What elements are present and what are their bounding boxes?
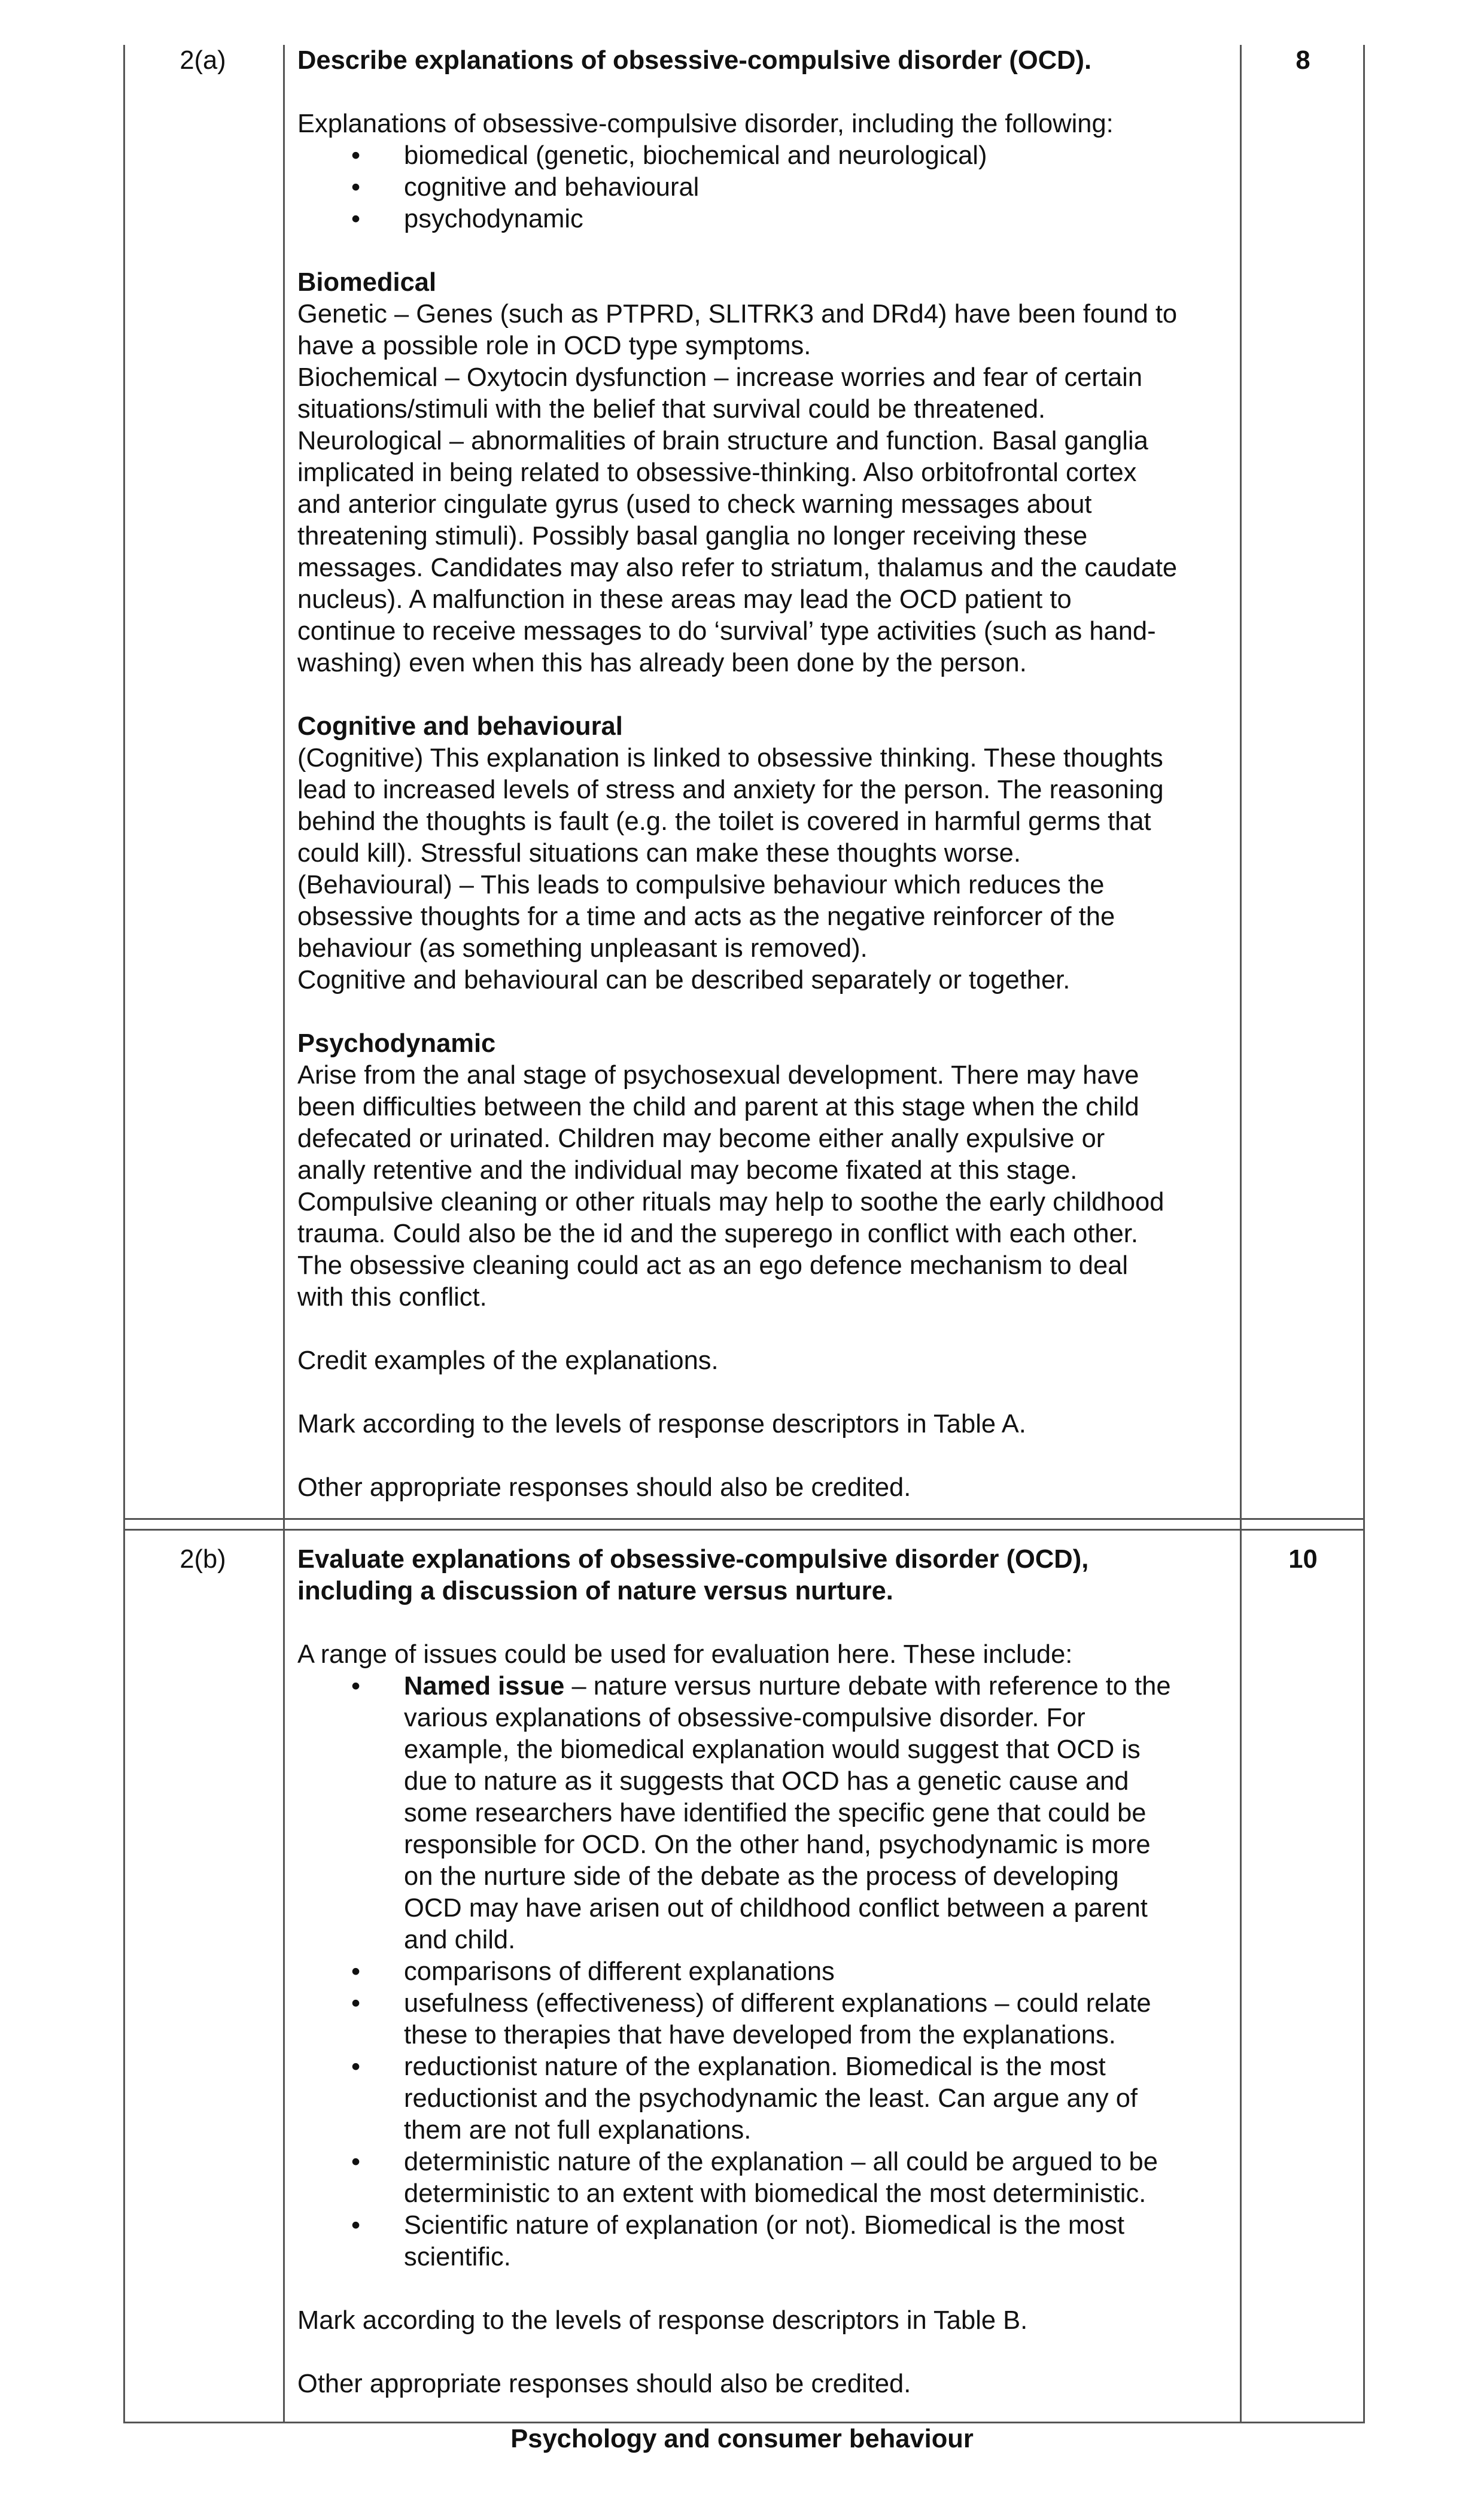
text-line: example, the biomedical explanation would suggest that OCD is: [404, 1735, 1141, 1764]
text-line: responsible for OCD. On the other hand, psychodynamic is more: [404, 1830, 1151, 1859]
text-line: OCD may have arisen out of childhood conflict between a parent: [404, 1894, 1148, 1923]
text-line: The obsessive cleaning could act as an ego defence mechanism to deal: [297, 1251, 1129, 1280]
text-line: • deterministic nature of the explanation – all could be argued to be: [404, 2148, 1158, 2176]
text-line: Cognitive and behavioural can be described separately or together.: [297, 966, 1071, 994]
list-item: [297, 2210, 1231, 2273]
table-border-right: [1363, 45, 1365, 2423]
question-number-2a: 2(a): [180, 46, 226, 75]
text-line: defecated or urinated. Children may become either anally expulsive or: [297, 1124, 1105, 1153]
text-line: messages. Candidates may also refer to striatum, thalamus and the caudate: [297, 553, 1178, 582]
text-line: with this conflict.: [297, 1283, 487, 1312]
list-item: [297, 2146, 1231, 2210]
text-line: washing) even when this has already been done by the person.: [297, 649, 1027, 677]
mark-scheme-2b: Mark according to the levels of response descriptors in Table B.: [297, 2306, 1028, 2335]
text-line: trauma. Could also be the id and the superego in conflict with each other.: [297, 1219, 1138, 1248]
text-line: due to nature as it suggests that OCD has a genetic cause and: [404, 1767, 1129, 1796]
text-line: anally retentive and the individual may become fixated at this stage.: [297, 1156, 1078, 1185]
text-line: Arise from the anal stage of psychosexual development. There may have: [297, 1061, 1139, 1090]
table-border-left: [123, 45, 125, 2423]
text-line: could kill). Stressful situations can make these thoughts worse.: [297, 839, 1021, 868]
named-issue-label: Named issue: [404, 1672, 565, 1701]
answer-2a: [297, 45, 1231, 1504]
list-item: [297, 2051, 1231, 2146]
text-line: on the nurture side of the debate as the process of developing: [404, 1862, 1119, 1891]
text-line: various explanations of obsessive-compulsive disorder. For: [404, 1704, 1085, 1732]
table-border-marks: [1240, 45, 1242, 2423]
text-line: • usefulness (effectiveness) of different explanations – could relate: [404, 1989, 1151, 2018]
row-divider-bottom: [123, 1529, 1365, 1531]
list-item: • psychodynamic: [297, 203, 1231, 235]
text-line: scientific.: [404, 2243, 511, 2271]
text-line: situations/stimuli with the belief that survival could be threatened.: [297, 395, 1046, 424]
question-2a: Describe explanations of obsessive-compulsive disorder (OCD).: [297, 46, 1092, 75]
text-line: reductionist and the psychodynamic the least. Can argue any of: [404, 2084, 1138, 2113]
text-line: (Cognitive) This explanation is linked to obsessive thinking. These thoughts: [297, 744, 1163, 772]
text-line: and child.: [404, 1926, 516, 1954]
answer-2b: [297, 1544, 1231, 2400]
marks-2a: 8: [1296, 46, 1310, 75]
other-responses-2a: Other appropriate responses should also be credited.: [297, 1473, 911, 1502]
explanations-list: [297, 140, 1231, 235]
text-line: obsessive thoughts for a time and acts as the negative reinforcer of the: [297, 902, 1115, 931]
text-line: • Scientific nature of explanation (or not). Biomedical is the most: [404, 2211, 1125, 2240]
cognitive-heading: Cognitive and behavioural: [297, 712, 623, 741]
text-line: threatening stimuli). Possibly basal ganglia no longer receiving these: [297, 522, 1088, 550]
text-line: continue to receive messages to do ‘survival’ type activities (such as hand-: [297, 617, 1156, 646]
question-2b-line: including a discussion of nature versus nurture.: [297, 1577, 893, 1605]
psychodynamic-heading: Psychodynamic: [297, 1029, 496, 1058]
text-line: deterministic to an extent with biomedical the most deterministic.: [404, 2179, 1147, 2208]
intro-2b: A range of issues could be used for evaluation here. These include:: [297, 1640, 1073, 1669]
list-item: • cognitive and behavioural: [297, 172, 1231, 203]
mark-scheme-2a: Mark according to the levels of response descriptors in Table A.: [297, 1410, 1026, 1438]
text-line: Neurological – abnormalities of brain structure and function. Basal ganglia: [297, 427, 1148, 455]
list-item-named-issue: [297, 1671, 1231, 1956]
text-line: behaviour (as something unpleasant is removed).: [297, 934, 868, 963]
text-line: – nature versus nurture debate with reference to the: [564, 1672, 1171, 1701]
marks-2b: 10: [1288, 1545, 1318, 1574]
list-item: • biomedical (genetic, biochemical and neurological): [297, 140, 1231, 172]
text-line: these to therapies that have developed from the explanations.: [404, 2021, 1116, 2049]
text-line: • reductionist nature of the explanation. Biomedical is the most: [404, 2052, 1106, 2081]
text-line: implicated in being related to obsessive-thinking. Also orbitofrontal cortex: [297, 458, 1137, 487]
text-line: have a possible role in OCD type symptoms.: [297, 331, 811, 360]
list-item: [297, 1956, 1231, 1988]
text-line: Biochemical – Oxytocin dysfunction – increase worries and fear of certain: [297, 363, 1143, 392]
evaluation-list: [297, 1671, 1231, 2273]
text-line: Genetic – Genes (such as PTPRD, SLITRK3 and DRd4) have been found to: [297, 300, 1178, 329]
biomedical-heading: Biomedical: [297, 268, 437, 297]
credit-examples: Credit examples of the explanations.: [297, 1346, 719, 1375]
intro-2a: Explanations of obsessive-compulsive disorder, including the following:: [297, 110, 1114, 138]
question-2b-line: Evaluate explanations of obsessive-compulsive disorder (OCD),: [297, 1545, 1089, 1574]
text-line: nucleus). A malfunction in these areas may lead the OCD patient to: [297, 585, 1072, 614]
text-line: and anterior cingulate gyrus (used to check warning messages about: [297, 490, 1092, 519]
other-responses-2b: Other appropriate responses should also be credited.: [297, 2370, 911, 2398]
text-line: Compulsive cleaning or other rituals may help to soothe the early childhood: [297, 1188, 1164, 1216]
table-border-number: [283, 45, 285, 2423]
text-line: some researchers have identified the specific gene that could be: [404, 1799, 1147, 1827]
text-line: (Behavioural) – This leads to compulsive behaviour which reduces the: [297, 871, 1105, 899]
text-line: behind the thoughts is fault (e.g. the toilet is covered in harmful germs that: [297, 807, 1151, 836]
list-item: [297, 1988, 1231, 2051]
text-line: them are not full explanations.: [404, 2116, 752, 2145]
question-number-2b: 2(b): [180, 1545, 226, 1574]
text-line: been difficulties between the child and parent at this stage when the child: [297, 1093, 1139, 1121]
section-footer: Psychology and consumer behaviour: [510, 2425, 974, 2453]
row-divider-top: [123, 1518, 1365, 1520]
text-line: lead to increased levels of stress and anxiety for the person. The reasoning: [297, 775, 1164, 804]
text-line: • comparisons of different explanations: [404, 1957, 835, 1986]
